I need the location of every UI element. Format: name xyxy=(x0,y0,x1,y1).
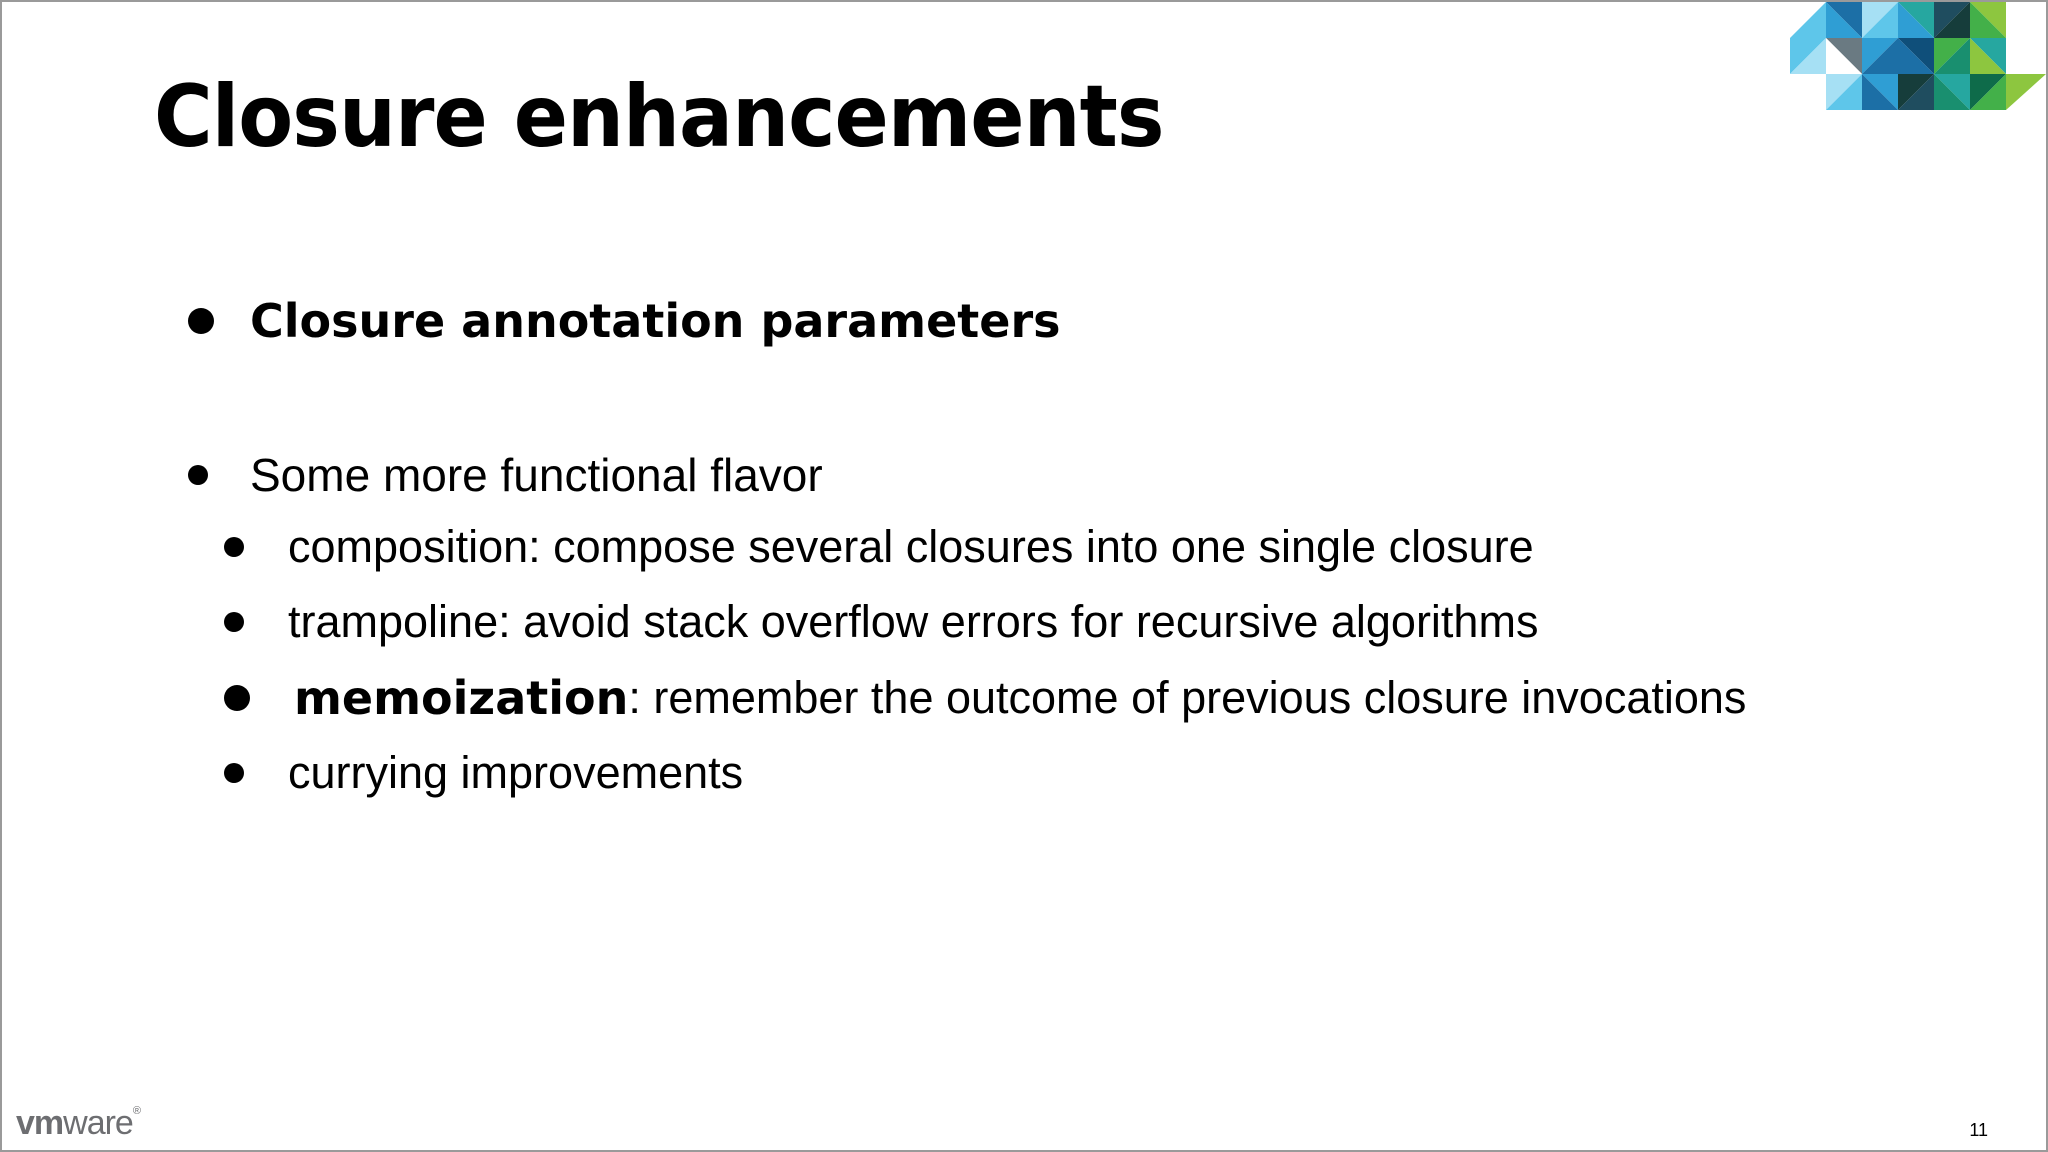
bullet-text: Some more functional flavor xyxy=(250,449,823,501)
slide-title: Closure enhancements xyxy=(154,67,1164,167)
memoization-term: memoization xyxy=(294,671,629,725)
bullet-functional-flavor xyxy=(188,448,823,502)
bullet-dot xyxy=(188,308,214,334)
sub-bullet-text: currying improvements xyxy=(288,747,744,798)
bullet-closure-annotation-parameters xyxy=(188,294,1061,348)
vmware-mosaic-logo xyxy=(1790,2,2046,110)
sub-bullet-currying xyxy=(224,747,743,799)
bullet-dot xyxy=(224,612,244,632)
registered-mark: ® xyxy=(132,1105,140,1117)
sub-bullet-trampoline xyxy=(224,596,1538,648)
bullet-dot xyxy=(224,763,244,783)
sub-bullet-text: composition: compose several closures into one single closure xyxy=(288,521,1534,572)
sub-bullet-text: trampoline: avoid stack overflow errors for recursive algorithms xyxy=(288,596,1539,647)
bullet-dot xyxy=(224,537,244,557)
vmware-logo-vm: vm xyxy=(16,1104,64,1142)
sub-bullet-composition xyxy=(224,521,1534,573)
page-number: 11 xyxy=(1969,1120,1988,1140)
sub-bullet-text: : remember the outcome of previous closure invocations xyxy=(628,672,1747,723)
vmware-logo-ware: ware xyxy=(63,1104,133,1142)
bullet-dot xyxy=(188,465,208,485)
vmware-logo xyxy=(16,1106,140,1140)
sub-bullet-memoization xyxy=(224,671,1746,725)
bullet-text: Closure annotation parameters xyxy=(250,294,1061,348)
bullet-dot xyxy=(224,685,250,711)
